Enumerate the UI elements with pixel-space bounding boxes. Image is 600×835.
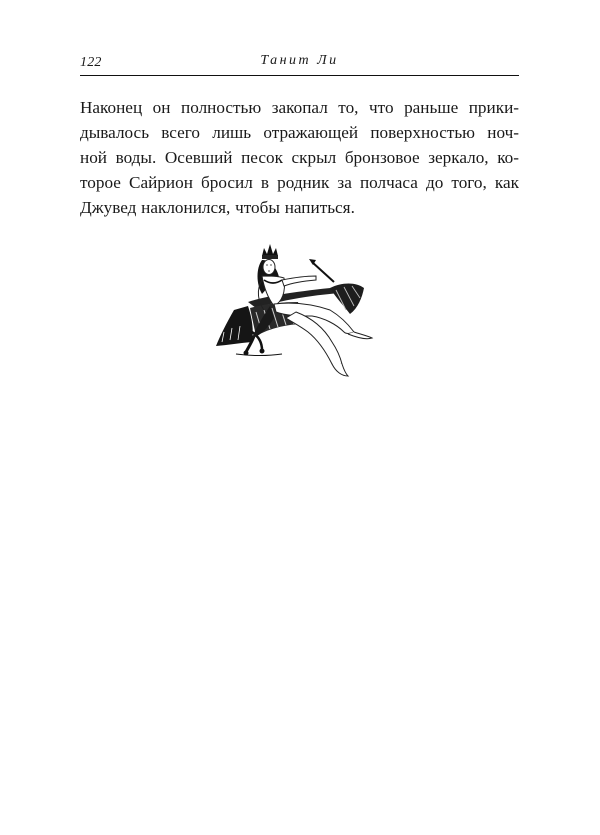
text-line: дывалось всего лишь отражающей поверхностью ноч-: [80, 123, 519, 142]
text-line: Наконец он полностью закопал то, что раньше прики-: [80, 98, 519, 117]
running-header: [80, 50, 519, 74]
text-line: Джувед наклонился, чтобы напиться.: [80, 198, 355, 217]
page-number: 122: [80, 55, 102, 70]
book-author: Танит Ли: [260, 53, 339, 68]
text-line: ной воды. Осевший песок скрыл бронзовое зеркало, ко-: [80, 148, 519, 167]
seated-queen-illustration: [212, 232, 382, 382]
text-line: торое Сайрион бросил в родник за полчаса до того, как: [80, 173, 519, 192]
body-paragraph: [80, 95, 519, 220]
header-rule: [80, 75, 519, 76]
